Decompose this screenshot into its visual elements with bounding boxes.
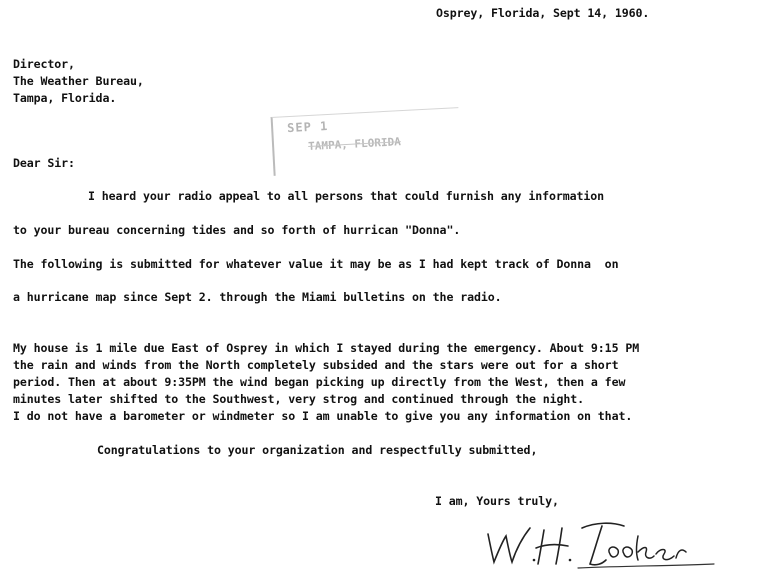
addressee-line-2: The Weather Bureau, [13, 74, 144, 88]
paragraph1-line-4: a hurricane map since Sept 2. through the Miami bulletins on the radio. [13, 290, 502, 304]
paragraph2-line-5: I do not have a barometer or windmeter so I am unable to give you any information on that. [13, 409, 633, 423]
paragraph2-line-4: minutes later shifted to the Southwest, very strog and continued through the night. [13, 392, 585, 406]
paragraph2-line-1: My house is 1 mile due East of Osprey in which I stayed during the emergency. About 9:15 PM [13, 341, 640, 355]
stamp-date: SEP 1 [286, 118, 329, 136]
addressee-line-3: Tampa, Florida. [13, 91, 117, 105]
salutation: Dear Sir: [13, 156, 75, 170]
place-date: Osprey, Florida, Sept 14, 1960. [436, 6, 650, 20]
paragraph1-line-3: The following is submitted for whatever value it may be as I had kept track of Donna on [13, 257, 619, 271]
paragraph2-line-2: the rain and winds from the North completely subsided and the stars were out for a short [13, 358, 619, 372]
received-stamp [271, 107, 462, 176]
complimentary-close: I am, Yours truly, [435, 494, 559, 508]
closing-line: Congratulations to your organization and respectfully submitted, [97, 443, 538, 457]
paragraph2-line-3: period. Then at about 9:35PM the wind began picking up directly from the West, then a few [13, 375, 626, 389]
stamp-location: TAMPA, FLORIDA [307, 135, 402, 154]
signature [478, 514, 718, 570]
paragraph1-line-2: to your bureau concerning tides and so forth of hurrican "Donna". [13, 223, 461, 237]
addressee-line-1: Director, [13, 57, 75, 71]
paragraph1-line-1: I heard your radio appeal to all persons that could furnish any information [88, 189, 605, 203]
